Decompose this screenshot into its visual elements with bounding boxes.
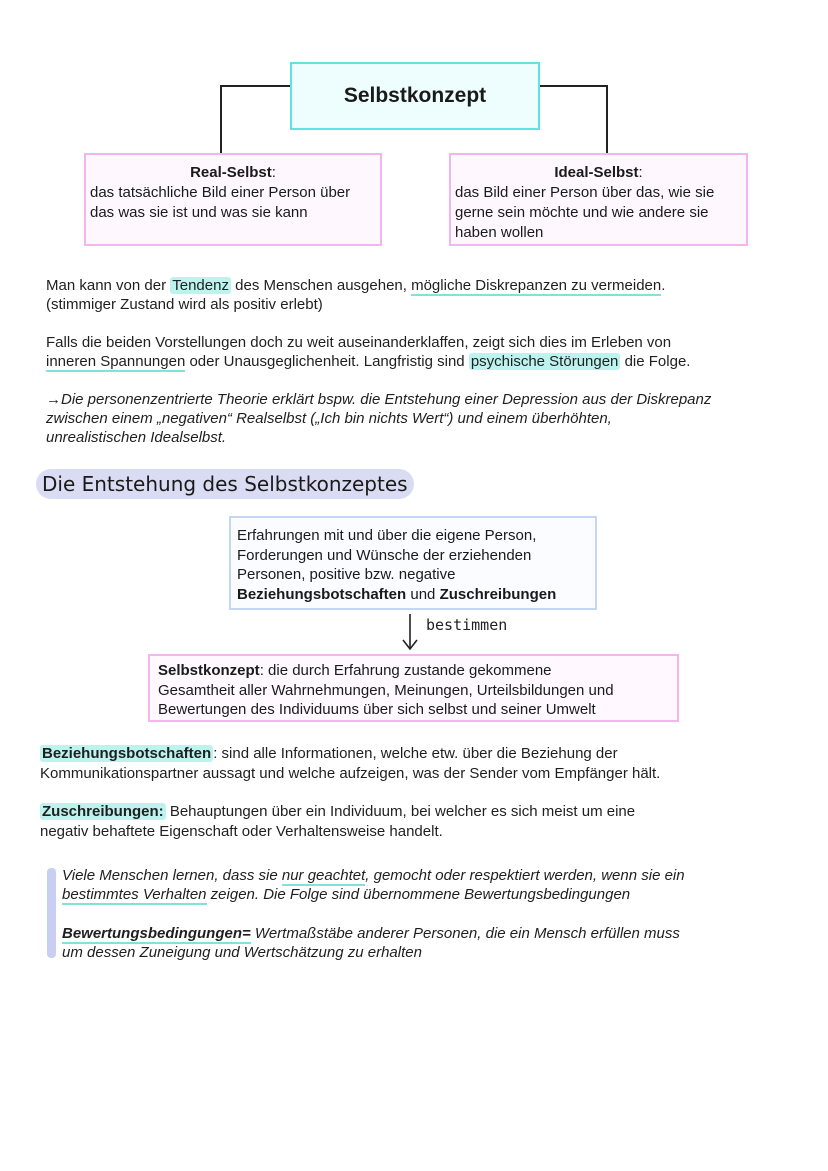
underline-spannungen: inneren Spannungen	[46, 353, 186, 370]
selbstkonzept-def-line-2: Gesamtheit aller Wahrnehmungen, Meinungen, Urteilsbildungen und	[158, 681, 614, 699]
text-fragment: Viele Menschen lernen, dass sie	[62, 867, 282, 884]
selbstkonzept-definition-box	[148, 654, 679, 722]
text-fragment: Behauptungen über ein Individuum, bei welcher es sich meist um eine	[165, 803, 636, 820]
text-fragment: die Folge.	[620, 353, 691, 370]
term-selbstkonzept: Selbstkonzept	[158, 662, 260, 679]
paragraph-tendenz-line-1	[46, 276, 665, 295]
underline-bestimmtes-verhalten: bestimmtes Verhalten	[62, 886, 207, 903]
real-selbst-heading: Real-Selbst	[190, 164, 272, 181]
text-fragment: .	[661, 277, 666, 294]
quote-line-4: um dessen Zuneigung und Wertschätzung zu erhalten	[62, 944, 422, 961]
definition-beziehung-line-2: Kommunikationspartner aussagt und welche aufzeigen, was der Sender vom Empfänger hält.	[40, 764, 661, 782]
paragraph-tendenz	[46, 276, 665, 314]
quote-line-2	[62, 885, 685, 904]
text-fragment: oder Unausgeglichenheit. Langfristig sind	[185, 353, 469, 370]
ideal-selbst-heading-row	[455, 163, 742, 183]
ideal-selbst-line-1: das Bild einer Person über das, wie sie	[455, 184, 715, 201]
connector-left-horizontal	[220, 85, 290, 87]
underline-nur-geachtet: nur geachtet	[281, 867, 366, 884]
paragraph-tendenz-line-2: (stimmiger Zustand wird als positiv erlebt)	[46, 296, 323, 313]
highlight-tendenz: Tendenz	[172, 277, 229, 294]
paragraph-spannungen-line-2	[46, 352, 690, 371]
highlight-zuschreibungen: Zuschreibungen:	[42, 803, 164, 820]
arrow-label: bestimmen	[426, 616, 508, 634]
selbstkonzept-title: Selbstkonzept	[343, 84, 487, 107]
quote-line-1	[62, 866, 685, 885]
arrow-down-icon	[400, 612, 420, 652]
connector-right-vertical	[606, 85, 608, 153]
selbstkonzept-def-line-3: Bewertungen des Individuums über sich selbst und seiner Umwelt	[158, 701, 596, 718]
quote-verhalten	[62, 866, 685, 904]
section-title: Die Entstehung des Selbstkonzeptes	[36, 469, 414, 499]
connector-right-horizontal	[540, 85, 608, 87]
text-fragment: des Menschen ausgehen,	[230, 277, 412, 294]
highlight-stoerungen: psychische Störungen	[470, 353, 619, 370]
paragraph-spannungen	[46, 333, 690, 371]
text-fragment: und	[406, 585, 440, 603]
paragraph-depression-line-2: zwischen einem „negativen“ Realselbst („Ich bin nichts Wert“) und einem überhöhten,	[46, 410, 612, 427]
text-fragment: Man kann von der	[46, 277, 171, 294]
text-fragment: : sind alle Informationen, welche etw. über die Beziehung der	[213, 745, 618, 762]
quote-bewertungsbedingungen	[62, 924, 680, 962]
ideal-selbst-line-3: haben wollen	[455, 224, 544, 241]
term-zuschreibungen: Zuschreibungen	[439, 585, 557, 603]
erfahrungen-line-3: Personen, positive bzw. negative	[237, 566, 456, 583]
definition-zuschreibung-line-2: negativ behaftete Eigenschaft oder Verhaltensweise handelt.	[40, 822, 443, 840]
definition-zuschreibung-line-1	[40, 802, 635, 822]
paragraph-spannungen-line-1: Falls die beiden Vorstellungen doch zu weit auseinanderklaffen, zeigt sich dies im Erleben von	[46, 334, 672, 351]
real-selbst-line-1: das tatsächliche Bild einer Person über	[90, 184, 351, 201]
real-selbst-line-2: das was sie ist und was sie kann	[90, 204, 308, 221]
quote-line-3	[62, 924, 680, 943]
paragraph-depression-line-1: →Die personenzentrierte Theorie erklärt bspw. die Entstehung einer Depression aus der Diskrepanz	[46, 391, 712, 408]
erfahrungen-line-1: Erfahrungen mit und über die eigene Person,	[237, 527, 537, 544]
paragraph-depression	[46, 390, 711, 447]
erfahrungen-box	[229, 516, 597, 610]
underline-diskrepanzen: mögliche Diskrepanzen zu vermeiden	[411, 277, 662, 294]
text-fragment: Wertmaßstäbe anderer Personen, die ein Mensch erfüllen muss	[250, 925, 680, 942]
ideal-selbst-line-2: gerne sein möchte und wie andere sie	[455, 204, 709, 221]
text-fragment: : die durch Erfahrung zustande gekommene	[259, 662, 552, 679]
ideal-selbst-heading: Ideal-Selbst	[554, 164, 639, 181]
definition-zuschreibungen	[40, 802, 635, 841]
text-fragment: zeigen. Die Folge sind übernommene Bewertungsbedingungen	[206, 886, 631, 903]
paragraph-depression-line-3: unrealistischen Idealselbst.	[46, 429, 227, 446]
erfahrungen-line-2: Forderungen und Wünsche der erziehenden	[237, 546, 532, 564]
real-selbst-box	[84, 153, 382, 246]
selbstkonzept-title-box	[290, 62, 540, 130]
erfahrungen-line-4	[237, 585, 589, 605]
real-selbst-colon: :	[271, 164, 276, 181]
quote-bar	[47, 868, 56, 958]
selbstkonzept-def-line-1	[158, 661, 669, 681]
real-selbst-heading-row	[90, 163, 376, 183]
ideal-selbst-colon: :	[638, 164, 643, 181]
term-bewertungsbedingungen: Bewertungsbedingungen=	[62, 925, 251, 942]
text-fragment: , gemocht oder respektiert werden, wenn sie ein	[365, 867, 685, 884]
definition-beziehung-line-1	[40, 744, 660, 764]
ideal-selbst-box	[449, 153, 748, 246]
term-beziehungsbotschaften: Beziehungsbotschaften	[237, 585, 407, 603]
highlight-beziehungsbotschaften: Beziehungsbotschaften	[42, 745, 212, 762]
definition-beziehungsbotschaften	[40, 744, 660, 783]
connector-left-vertical	[220, 85, 222, 153]
